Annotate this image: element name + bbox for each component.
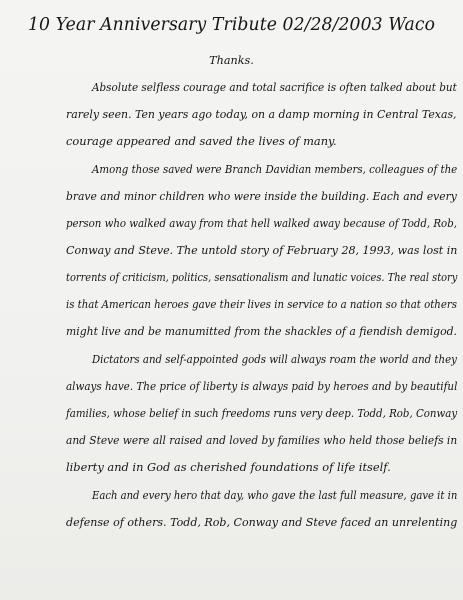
text-line: defense of others. Todd, Rob, Conway and Steve faced an unrelenting: [66, 515, 458, 529]
text-line: Among those saved were Branch Davidian members, colleagues of the: [92, 162, 458, 176]
text-line: person who walked away from that hell walked away because of Todd, Rob,: [66, 216, 457, 230]
text-line: torrents of criticism, politics, sensationalism and lunatic voices. The real story: [66, 270, 458, 284]
text-line: liberty and in God as cherished foundations of life itself.: [66, 460, 391, 474]
text-line: is that American heroes gave their lives in service to a nation so that others: [66, 297, 457, 311]
text-line: always have. The price of liberty is always paid by heroes and by beautiful: [66, 379, 458, 393]
text-line: courage appeared and saved the lives of many.: [66, 134, 337, 148]
text-line: brave and minor children who were inside the building. Each and every: [66, 189, 457, 203]
text-line: might live and be manumitted from the shackles of a fiendish demigod.: [66, 324, 457, 338]
document-title: 10 Year Anniversary Tribute 02/28/2003 Waco: [27, 15, 436, 35]
text-line: families, whose belief in such freedoms runs very deep. Todd, Rob, Conway: [66, 406, 458, 420]
text-line: and Steve were all raised and loved by families who held those beliefs in: [66, 433, 458, 447]
text-line: rarely seen. Ten years ago today, on a damp morning in Central Texas,: [66, 107, 457, 121]
text-line: Each and every hero that day, who gave the last full measure, gave it in: [92, 488, 458, 502]
text-line: Conway and Steve. The untold story of February 28, 1993, was lost in: [66, 243, 458, 257]
text-line: Dictators and self-appointed gods will always roam the world and they: [92, 352, 457, 366]
greeting: Thanks.: [209, 53, 254, 67]
text-line: Absolute selfless courage and total sacrifice is often talked about but: [92, 80, 457, 94]
